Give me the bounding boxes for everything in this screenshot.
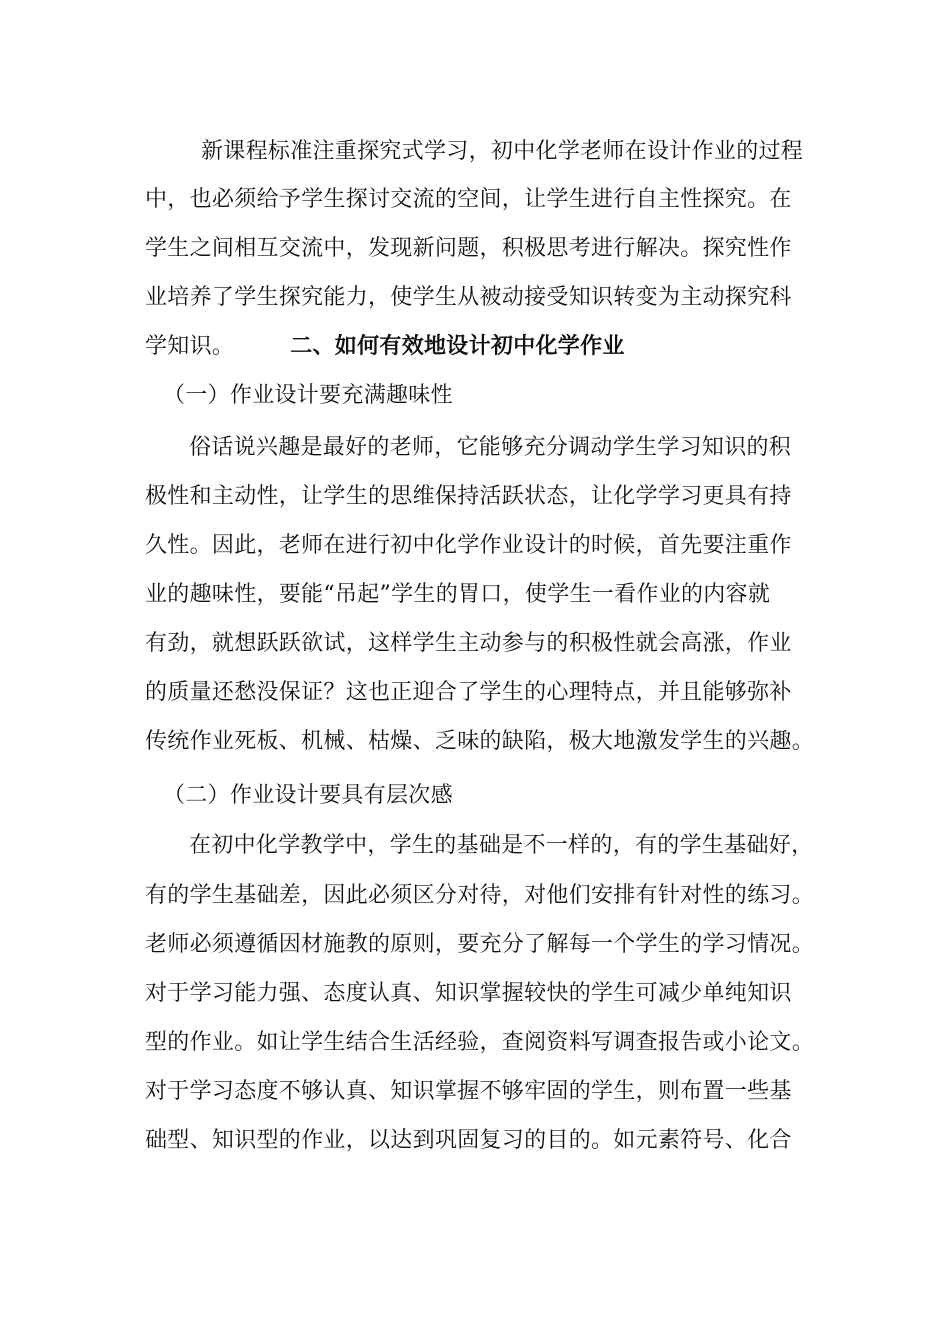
paragraph-1-line-3: 学生之间相互交流中，发现新问题，积极思考进行解决。探究性作 xyxy=(145,236,792,261)
subsection-1-line-4: 业的趣味性，要能“吊起”学生的胃口，使学生一看作业的内容就 xyxy=(145,582,771,607)
subsection-2-line-5: 型的作业。如让学生结合生活经验，查阅资料写调查报告或小论文。 xyxy=(145,1030,815,1055)
subsection-2-line-4: 对于学习能力强、态度认真、知识掌握较快的学生可减少单纯知识 xyxy=(145,981,792,1006)
subsection-1-line-7: 传统作业死板、机械、枯燥、乏味的缺陷，极大地激发学生的兴趣。 xyxy=(145,729,815,754)
subsection-2-line-1: 在初中化学教学中，学生的基础是不一样的，有的学生基础好， xyxy=(189,833,814,858)
subsection-2-heading: （二）作业设计要具有层次感 xyxy=(163,783,453,808)
subsection-1-line-2: 极性和主动性，让学生的思维保持活跃状态，让化学学习更具有持 xyxy=(145,484,792,509)
subsection-2-line-2: 有的学生基础差，因此必须区分对待，对他们安排有针对性的练习。 xyxy=(145,883,815,908)
subsection-2-line-6: 对于学习态度不够认真、知识掌握不够牢固的学生，则布置一些基 xyxy=(145,1079,792,1104)
subsection-2-line-3: 老师必须遵循因材施教的原则，要充分了解每一个学生的学习情况。 xyxy=(145,932,815,957)
paragraph-1-line-5-text: 学知识。 xyxy=(145,334,235,359)
subsection-1-line-1: 俗话说兴趣是最好的老师，它能够充分调动学生学习知识的积 xyxy=(189,435,792,460)
paragraph-1-line-5 xyxy=(145,322,815,370)
subsection-1-line-5: 有劲，就想跃跃欲试，这样学生主动参与的积极性就会高涨，作业 xyxy=(145,631,792,656)
paragraph-1-line-1: 新课程标准注重探究式学习，初中化学老师在设计作业的过程 xyxy=(201,139,804,164)
subsection-1-line-6: 的质量还愁没保证？这也正迎合了学生的心理特点，并且能够弥补 xyxy=(145,680,792,705)
subsection-1-heading: （一）作业设计要充满趣味性 xyxy=(163,383,453,408)
subsection-1-line-3: 久性。因此，老师在进行初中化学作业设计的时候，首先要注重作 xyxy=(145,533,792,558)
section-2-heading: 二、如何有效地设计初中化学作业 xyxy=(290,333,625,359)
paragraph-1-line-2: 中，也必须给予学生探讨交流的空间，让学生进行自主性探究。在 xyxy=(145,187,792,212)
subsection-2-line-7: 础型、知识型的作业，以达到巩固复习的目的。如元素符号、化合 xyxy=(145,1128,792,1153)
paragraph-1-line-4: 业培养了学生探究能力，使学生从被动接受知识转变为主动探究科 xyxy=(145,285,792,310)
